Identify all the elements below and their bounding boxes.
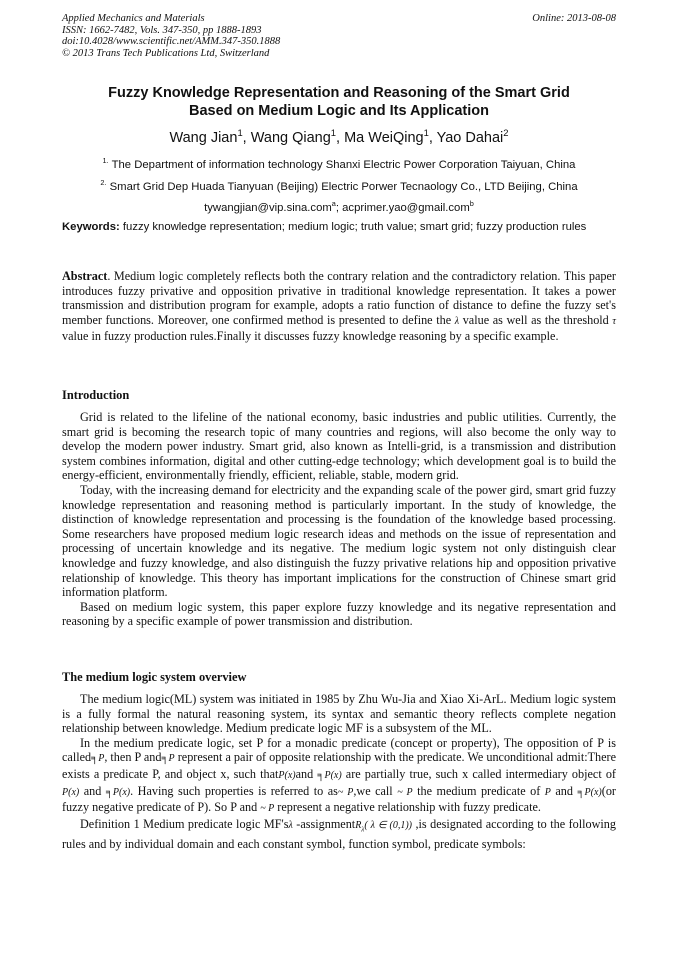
abstract-text-3: value in fuzzy production rules.Finally it discusses fuzzy knowledge reasoning by a specific example. [62,329,559,344]
text-run: , then P and [104,750,162,765]
affiliation-1 [62,156,616,171]
abstract-label: Abstract [62,269,108,283]
text-run: the medium predicate of [412,783,545,798]
email-sep: ; [335,201,343,214]
author-sup: 2 [503,127,509,138]
text-run: (or fuzzy negative predicate of P). So P and [62,783,616,815]
author-name: Ma WeiQing [344,129,424,146]
author-name: Wang Jian [169,129,238,146]
affiliation-text: Smart Grid Dep Huada Tianyuan (Beijing) Electric Porwer Tecnaology Co., LTD Beijing, China [109,180,578,193]
author-name: Wang Qiang [250,129,331,146]
keywords-block [62,221,616,235]
text-run: represent a negative relationship with fuzzy predicate. [274,800,541,815]
math-not-p-x: ╕P(x) [105,786,131,798]
math-lambda: λ [288,819,293,831]
text-run: represent a pair of opposite relationship with the predicate. We unconditional admit:There exists a predicate P, and object x, such that [62,750,617,781]
math-medium-p: ~ P [260,803,275,815]
email-sup-a: a [331,199,336,208]
math-r-sub: λ [361,825,365,834]
intro-paragraph: Today, with the increasing demand for electricity and the expanding scale of the power gird, smart grid fuzzy knowledge representation and reasoning method is particularly important. In the study of knowledge, the distinction of knowledge representation and processing is the foundation of the knowledge based processing. Some researchers have proposed medium logic research ideas and methods on the issue of representation and processing of uncertain knowledge and its negative. The medium logic system not only distinguish clear knowledge and fuzzy knowledge, and also distinguish the fuzzy privative relations hip and opposition privative relationship of knowledge. This theory has important implications for the construction of Chinese smart grid information platform. [62,482,616,600]
affiliation-sup: 2. [100,178,107,187]
doi-line: doi:10.4028/www.scientific.net/AMM.347-350.1888 [62,36,281,47]
math-not-p-x: ╕P(x) [317,769,342,781]
ml-paragraph-1: The medium logic(ML) system was initiated in 1985 by Zhu Wu-Jia and Xiao Xi-ArL. Medium logic system is a fully formal the natural reasoning system, its syntax and semantic theory reflects complete negation relationship between knowledge. Medium predicate logic MF is a subsystem of the ML. [62,692,616,736]
abstract-text-1: . Medium logic completely reflects both the contrary relation and the contradictory relation. This paper introduces fuzzy privative and opposition privative in traditional knowledge representation. It takes a power transmission and distribution program for example, adopts a ratio function of distance to define the fuzzy set's member functions. Moreover, one confirmed method is presented to define the [62,269,616,327]
intro-paragraph: Grid is related to the lifeline of the national economy, basic industries and public utilities. Currently, the smart grid is becoming the research topic of many countries and regions, will also become the only way to develop the modern power industry. Smart grid, also known as Intelli-grid, is a transmission and distribution system combines information, digital and other cutting-edge technology; which development goal is to build the energy-efficient, environmentally friendly, efficient, reliable, stable, modern grid. [62,410,616,483]
text-run: and [295,766,318,781]
affiliation-2 [62,178,616,193]
abstract-text-2: value as well as the threshold [459,312,613,327]
text-run: In the medium predicate logic, set P for a monadic predicate (concept or property), The opposition of P is called [62,735,616,765]
text-run: . Having such properties is referred to as [130,783,338,798]
math-medium-p: ~ P [397,786,413,798]
paper-title [62,84,616,120]
email-b: acprimer.yao@gmail.com [342,201,470,214]
title-line-2: Based on Medium Logic and Its Application [189,103,489,119]
tau-symbol: τ [612,315,616,327]
text-run: and [550,783,578,798]
ml-heading: The medium logic system overview [62,670,247,684]
math-medium-p: ~ P [337,786,354,798]
text-run: Definition 1 Medium predicate logic MF's [80,816,289,831]
math-not-p: ╕P [91,753,105,765]
keywords-label: Keywords: [62,221,120,233]
online-date: Online: 2013-08-08 [532,13,616,24]
affiliation-sup: 1. [102,156,109,165]
text-run: ,is designated according to the following rules and by individual domain and each constant symbol, function symbol, predicate symbols: [62,816,616,851]
email-a: tywangjian@vip.sina.com [204,201,332,214]
text-run: and [79,783,106,798]
text-run: are partially true, such x called intermediary object of [341,766,616,781]
email-line [62,199,616,214]
intro-heading: Introduction [62,388,130,402]
copyright-line: © 2013 Trans Tech Publications Ltd, Switzerland [62,47,270,59]
keywords-text: fuzzy knowledge representation; medium logic; truth value; smart grid; fuzzy production rules [122,221,587,233]
issn-line: ISSN: 1662-7482, Vols. 347-350, pp 1888-1893 [62,24,262,36]
lambda-symbol: λ [454,315,460,327]
affiliation-text: The Department of information technology Shanxi Electric Power Corporation Taiyuan, China [111,158,576,171]
math-not-p: ╕P [161,753,175,765]
ml-paragraph-2 [62,736,616,817]
text-run: -assignment [292,816,356,831]
math-p: P [544,786,551,798]
author-list: Wang Jian$^1$, Wang Qiang$^1$, Ma WeiQing$^1$, Yao Dahai$^2$ [169,127,509,146]
ml-body [62,692,616,851]
author-sup: 1 [237,127,243,138]
math-not-p-x: ╕P(x) [577,786,602,798]
intro-body [62,410,616,629]
math-r: R [355,819,362,831]
text-run: ,we call [353,783,398,798]
intro-paragraph: Based on medium logic system, this paper explore fuzzy knowledge and its negative representation and reasoning by a specific example of power transmission and distribution. [62,599,616,629]
math-p-x: P(x) [278,769,296,781]
abstract-block [62,269,616,344]
author-sup: 1 [330,127,337,138]
author-sup: 1 [423,127,429,138]
email-sup-b: b [469,199,474,208]
title-line-1: Fuzzy Knowledge Representation and Reasoning of the Smart Grid [108,85,570,101]
journal-header [62,13,616,59]
math-p-x: P(x) [62,786,80,798]
journal-name: Applied Mechanics and Materials [62,13,205,24]
definition-1 [62,817,616,852]
math-lambda-range: ( λ ∈ (0,1)) [364,819,412,831]
author-name: Yao Dahai [436,129,504,146]
